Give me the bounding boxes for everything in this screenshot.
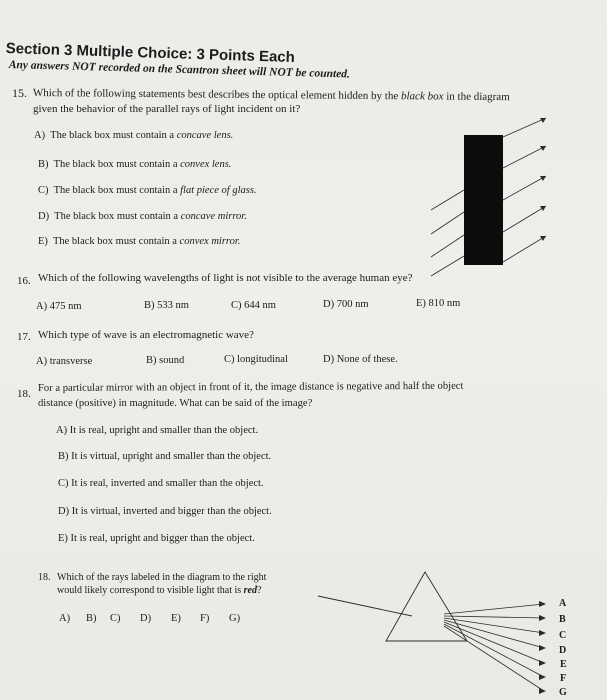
q16-stem: Which of the following wavelengths of light is not visible to the average human eye? bbox=[38, 272, 413, 284]
q15-stem-italic: black box bbox=[400, 90, 444, 103]
q16-number: 16. bbox=[17, 275, 31, 287]
q15-option-c[interactable]: C) The black box must contain a flat piece of glass. bbox=[38, 185, 257, 196]
dispersed-rays bbox=[444, 604, 544, 691]
q19-option-d[interactable]: D) bbox=[140, 613, 152, 624]
prism bbox=[386, 572, 467, 641]
ray-label-b: B bbox=[559, 614, 566, 625]
q19-stem-red: red bbox=[243, 585, 257, 596]
q16-option-e[interactable]: E) 810 nm bbox=[416, 298, 461, 309]
q17-option-c[interactable]: C) longitudinal bbox=[224, 354, 288, 365]
q15-number: 15. bbox=[12, 86, 27, 100]
ray-label-f: F bbox=[560, 673, 567, 684]
q19-option-e[interactable]: E) bbox=[171, 613, 181, 624]
q17-number: 17. bbox=[17, 331, 31, 343]
q19-option-a[interactable]: A) bbox=[59, 613, 71, 624]
q17-option-b[interactable]: B) sound bbox=[146, 355, 185, 366]
ray-label-d: D bbox=[559, 645, 567, 656]
q15-stem-line2: given the behavior of the parallel rays of light incident on it? bbox=[33, 103, 301, 115]
q17-option-d[interactable]: D) None of these. bbox=[323, 354, 398, 365]
black-box bbox=[464, 135, 503, 265]
q18-stem-line2: distance (positive) in magnitude. What can be said of the image? bbox=[38, 398, 313, 409]
q15-option-a[interactable]: A) The black box must contain a concave lens. bbox=[34, 130, 234, 141]
q18-number: 18. bbox=[17, 388, 31, 400]
q18-option-b[interactable]: B) It is virtual, upright and smaller than the object. bbox=[58, 451, 272, 462]
q16-option-c[interactable]: C) 644 nm bbox=[231, 300, 276, 311]
q19-stem-line1: Which of the rays labeled in the diagram to the right bbox=[57, 572, 267, 583]
q18-option-a[interactable]: A) It is real, upright and smaller than the object. bbox=[56, 425, 259, 436]
incident-beam bbox=[318, 596, 412, 616]
q16-option-a[interactable]: A) 475 nm bbox=[36, 301, 82, 312]
q19-stem-line2: would likely correspond to visible light that is red? bbox=[57, 585, 262, 596]
prism-diagram bbox=[318, 572, 546, 694]
q19-option-f[interactable]: F) bbox=[200, 613, 210, 624]
q18-stem-line1: For a particular mirror with an object in front of it, the image distance is negative and half the object bbox=[38, 380, 464, 394]
q19-option-c[interactable]: C) bbox=[110, 613, 121, 624]
ray-label-g: G bbox=[559, 687, 567, 698]
q16-option-d[interactable]: D) 700 nm bbox=[323, 299, 369, 310]
q17-option-a[interactable]: A) transverse bbox=[36, 356, 93, 367]
q17-stem: Which type of wave is an electromagnetic wave? bbox=[38, 329, 254, 341]
q18-option-c[interactable]: C) It is real, inverted and smaller than the object. bbox=[58, 478, 264, 489]
dispersed-ray-arrowheads bbox=[539, 601, 546, 694]
q19-option-b[interactable]: B) bbox=[86, 613, 97, 624]
ray-label-c: C bbox=[559, 630, 567, 641]
q19-number: 18. bbox=[38, 572, 51, 583]
q15-stem-part1: Which of the following statements best describes the optical element hidden by the bbox=[32, 87, 402, 103]
ray-label-e: E bbox=[560, 659, 567, 670]
q18-option-d[interactable]: D) It is virtual, inverted and bigger than the object. bbox=[58, 506, 272, 517]
scantron-note: Any answers NOT recorded on the Scantron sheet will NOT be counted. bbox=[8, 59, 351, 81]
ray-label-a: A bbox=[559, 598, 567, 609]
q16-option-b[interactable]: B) 533 nm bbox=[144, 300, 189, 311]
q18-option-e[interactable]: E) It is real, upright and bigger than the object. bbox=[58, 533, 255, 544]
q15-option-b[interactable]: B) The black box must contain a convex lens. bbox=[38, 159, 232, 170]
q19-option-g[interactable]: G) bbox=[229, 613, 241, 624]
ray-arrowheads bbox=[540, 118, 546, 241]
section-title: Section 3 Multiple Choice: 3 Points Each bbox=[5, 40, 296, 67]
q15-stem-part2: in the diagram bbox=[443, 90, 510, 104]
q15-option-e[interactable]: E) The black box must contain a convex mirror. bbox=[38, 236, 241, 247]
q15-option-d[interactable]: D) The black box must contain a concave mirror. bbox=[38, 211, 247, 222]
